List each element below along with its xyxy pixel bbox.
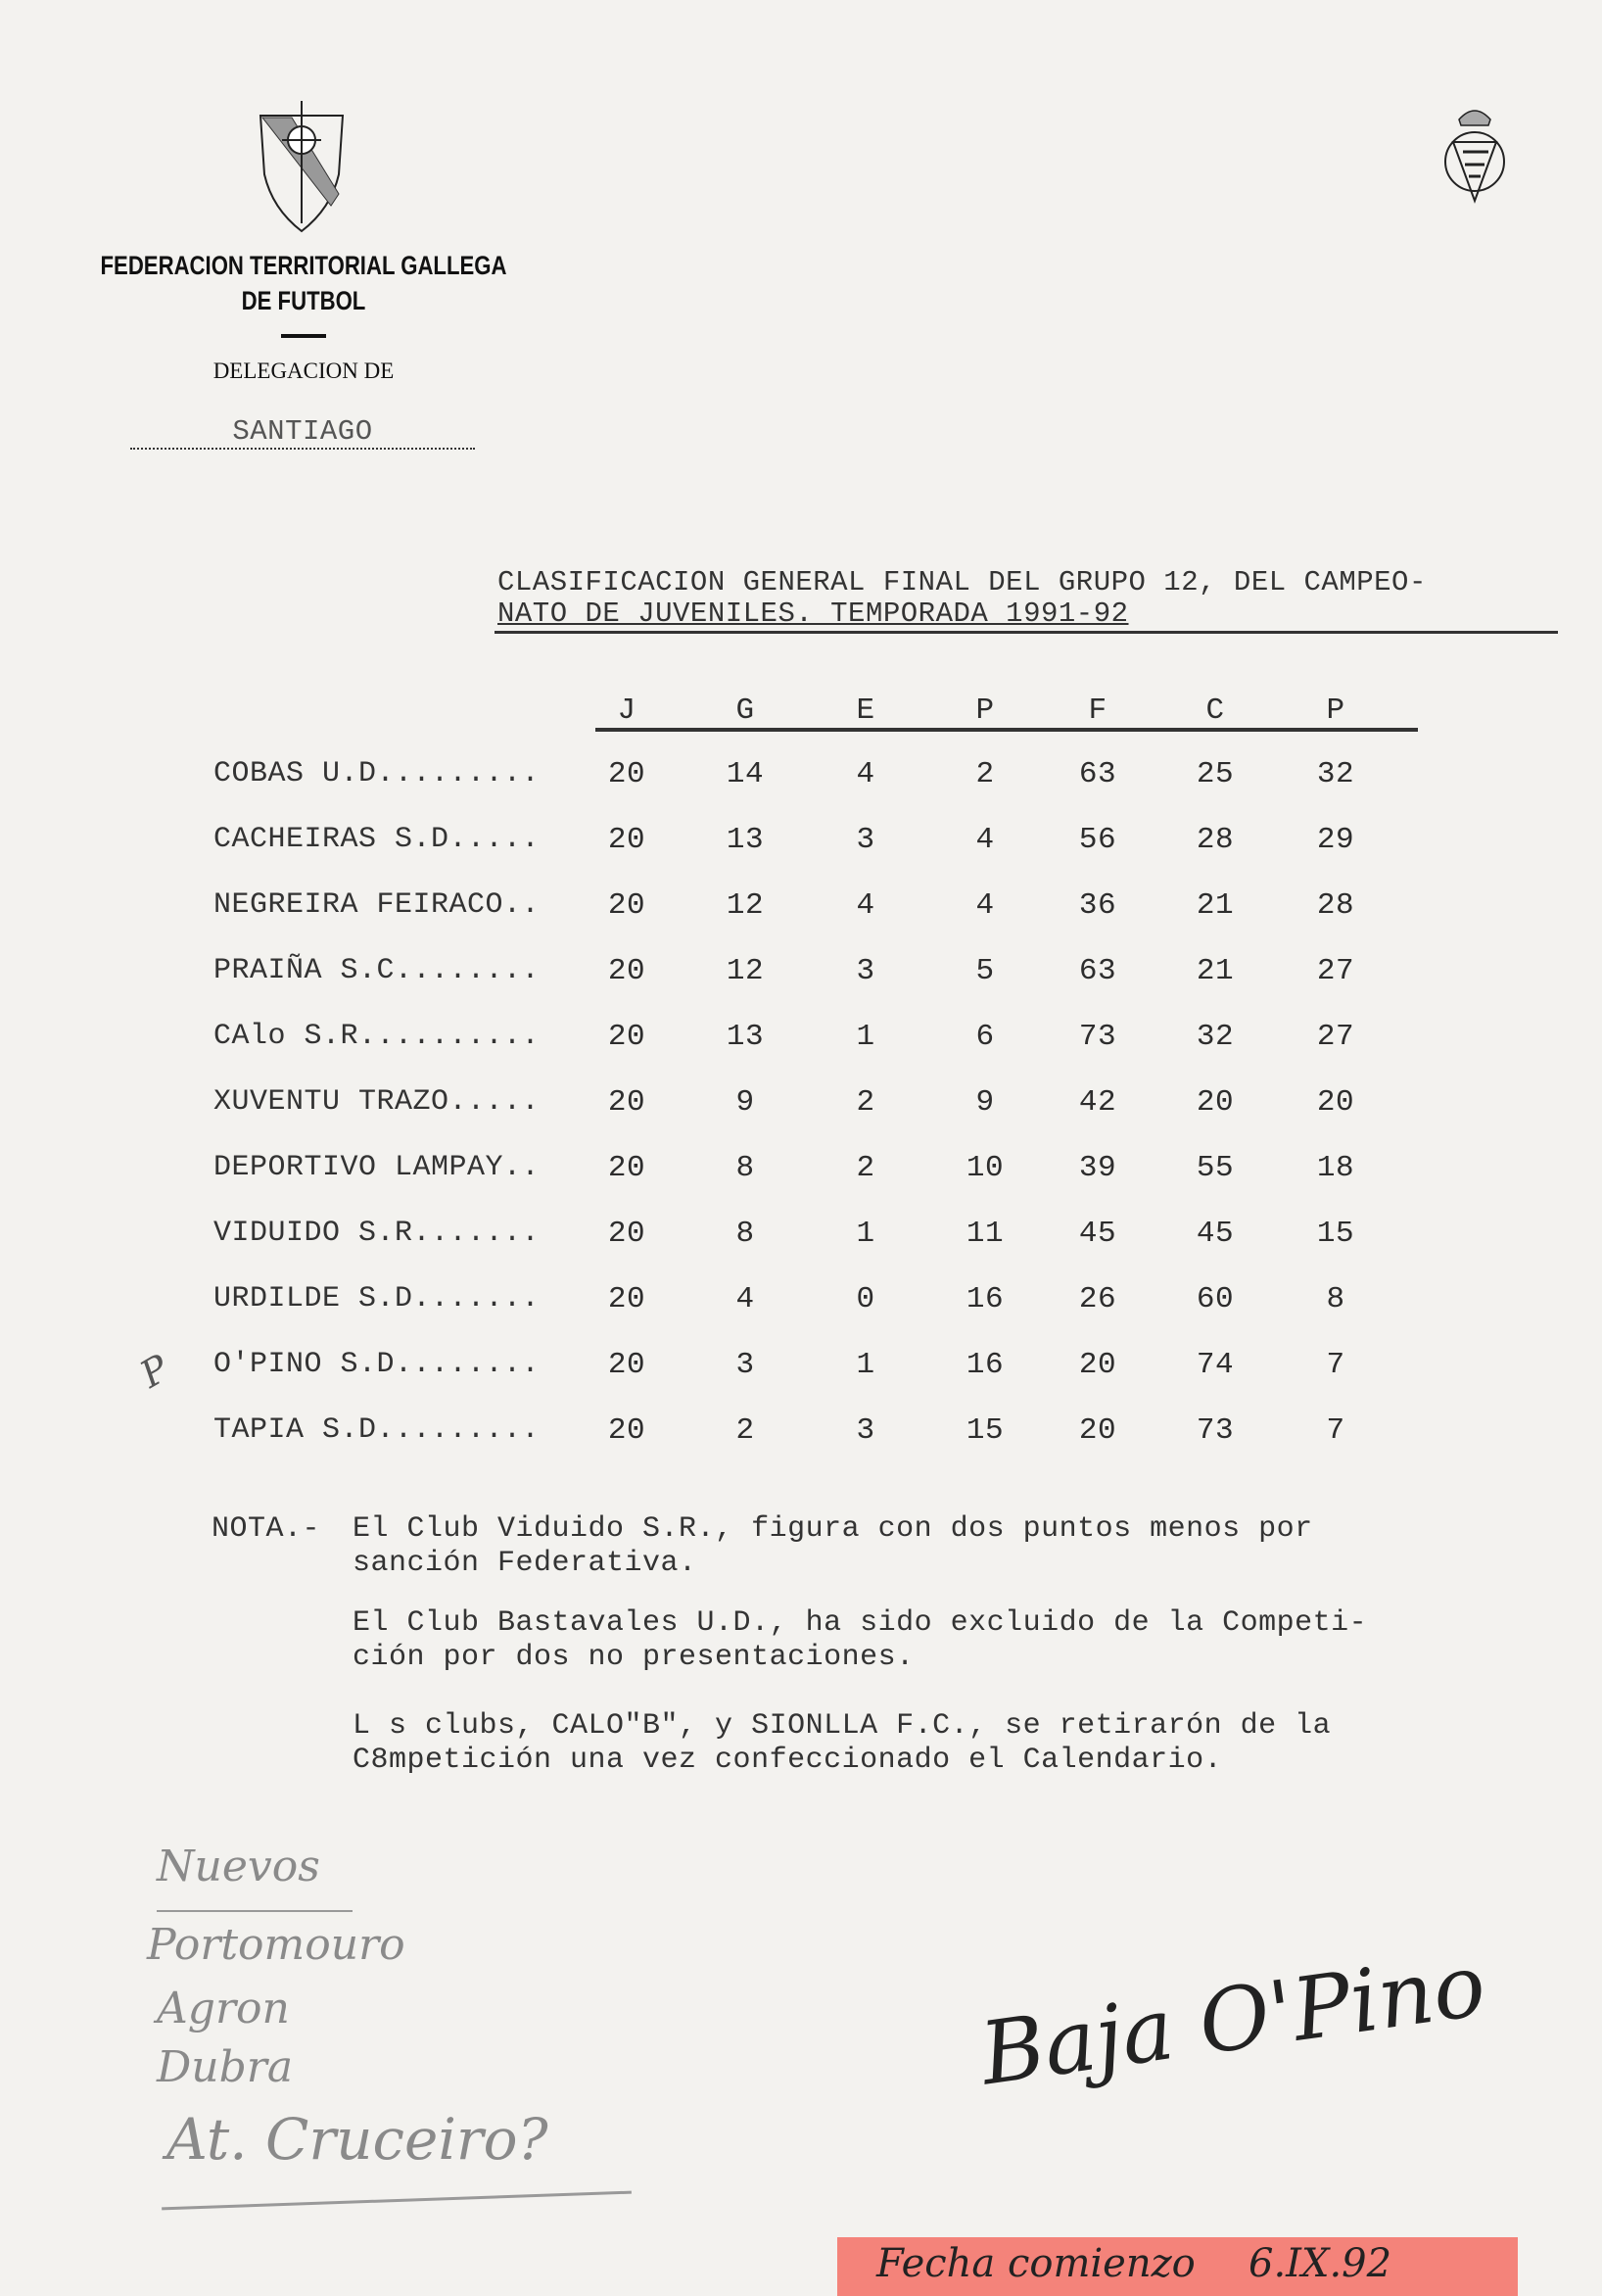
left-note-5: At. Cruceiro?: [166, 2106, 548, 2173]
cell-c: 55: [1196, 1151, 1235, 1185]
left-note-4: Dubra: [157, 2042, 294, 2092]
note-2-line1: El Club Bastavales U.D., ha sido excluido de la Competi-: [353, 1606, 1368, 1640]
cell-c: 28: [1196, 823, 1235, 857]
margin-mark: P: [132, 1346, 176, 1397]
table-row: [0, 1085, 1602, 1124]
team-name: DEPORTIVO LAMPAY..: [213, 1151, 541, 1184]
team-name: VIDUIDO S.R.......: [213, 1217, 541, 1250]
cell-g: 9: [735, 1085, 755, 1120]
team-name: COBAS U.D.........: [213, 757, 541, 790]
cell-f: 45: [1078, 1217, 1117, 1251]
cell-g: 13: [726, 1020, 765, 1054]
cell-e: 2: [856, 1085, 875, 1120]
cell-f: 63: [1078, 757, 1117, 791]
cell-j: 20: [607, 1085, 646, 1120]
cell-c: 60: [1196, 1282, 1235, 1316]
col-header-f: F: [1088, 694, 1107, 728]
cell-c: 74: [1196, 1348, 1235, 1382]
cell-e: 1: [856, 1348, 875, 1382]
team-name: TAPIA S.D.........: [213, 1413, 541, 1447]
cell-c: 21: [1196, 888, 1235, 923]
cell-g: 13: [726, 823, 765, 857]
table-row: [0, 1151, 1602, 1190]
team-name: CACHEIRAS S.D.....: [213, 823, 541, 856]
note-3-line1: L s clubs, CALO"B", y SIONLLA F.C., se retirarón de la: [353, 1709, 1332, 1743]
note-label: NOTA.-: [212, 1512, 321, 1546]
table-row: [0, 1282, 1602, 1321]
handwritten-signature-note: Baja O'Pino: [974, 1934, 1491, 2105]
left-note-underline-2: [162, 2191, 632, 2211]
cell-f: 42: [1078, 1085, 1117, 1120]
cell-j: 20: [607, 1020, 646, 1054]
table-row: [0, 1217, 1602, 1256]
cell-p: 16: [966, 1348, 1005, 1382]
cell-j: 20: [607, 1217, 646, 1251]
team-name: PRAIÑA S.C........: [213, 954, 541, 987]
cell-e: 4: [856, 757, 875, 791]
cell-c: 32: [1196, 1020, 1235, 1054]
cell-p: 4: [975, 823, 995, 857]
cell-f: 56: [1078, 823, 1117, 857]
cell-e: 4: [856, 888, 875, 923]
cell-p: 9: [975, 1085, 995, 1120]
cell-g: 12: [726, 888, 765, 923]
cell-j: 20: [607, 954, 646, 988]
cell-j: 20: [607, 888, 646, 923]
cell-p: 6: [975, 1020, 995, 1054]
cell-pts: 27: [1316, 1020, 1355, 1054]
cell-f: 39: [1078, 1151, 1117, 1185]
cell-f: 20: [1078, 1413, 1117, 1448]
federation-name-line2: DE FUTBOL: [241, 286, 366, 315]
cell-p: 5: [975, 954, 995, 988]
cell-p: 10: [966, 1151, 1005, 1185]
cell-f: 26: [1078, 1282, 1117, 1316]
cell-g: 2: [735, 1413, 755, 1448]
cell-g: 8: [735, 1151, 755, 1185]
cell-pts: 7: [1326, 1348, 1345, 1382]
table-row: [0, 1020, 1602, 1059]
cell-g: 8: [735, 1217, 755, 1251]
cell-p: 16: [966, 1282, 1005, 1316]
cell-p: 4: [975, 888, 995, 923]
cell-g: 3: [735, 1348, 755, 1382]
col-header-g: G: [735, 694, 755, 728]
cell-p: 2: [975, 757, 995, 791]
cell-c: 20: [1196, 1085, 1235, 1120]
table-row: [0, 1413, 1602, 1453]
delegation-city: SANTIAGO: [232, 415, 373, 448]
title-line2: NATO DE JUVENILES. TEMPORADA 1991-92: [497, 598, 1129, 630]
cell-e: 1: [856, 1217, 875, 1251]
cell-pts: 20: [1316, 1085, 1355, 1120]
cell-pts: 7: [1326, 1413, 1345, 1448]
table-row: [0, 1348, 1602, 1387]
cell-pts: 8: [1326, 1282, 1345, 1316]
cell-g: 4: [735, 1282, 755, 1316]
left-note-3: Agron: [157, 1984, 290, 2033]
sticker-label: Fecha comienzo: [876, 2241, 1196, 2286]
left-note-1: Nuevos: [157, 1842, 320, 1891]
cell-pts: 15: [1316, 1217, 1355, 1251]
cell-pts: 32: [1316, 757, 1355, 791]
cell-pts: 29: [1316, 823, 1355, 857]
cell-g: 14: [726, 757, 765, 791]
left-note-underline: [157, 1910, 353, 1912]
cell-pts: 18: [1316, 1151, 1355, 1185]
cell-j: 20: [607, 1282, 646, 1316]
delegation-label: DELEGACION DE: [212, 359, 395, 383]
cell-j: 20: [607, 823, 646, 857]
cell-e: 3: [856, 1413, 875, 1448]
cell-e: 0: [856, 1282, 875, 1316]
table-row: [0, 954, 1602, 993]
cell-g: 12: [726, 954, 765, 988]
cell-f: 63: [1078, 954, 1117, 988]
cell-e: 2: [856, 1151, 875, 1185]
federation-name: FEDERACION TERRITORIAL GALLEGA: [100, 251, 507, 280]
left-note-2: Portomouro: [147, 1920, 405, 1970]
table-row: [0, 823, 1602, 862]
table-row: [0, 757, 1602, 796]
cell-p: 11: [966, 1217, 1005, 1251]
sticker-date: 6.IX.92: [1249, 2241, 1392, 2286]
note-1-line2: sanción Federativa.: [353, 1547, 697, 1580]
cell-j: 20: [607, 1151, 646, 1185]
col-header-e: E: [856, 694, 875, 728]
team-name: XUVENTU TRAZO.....: [213, 1085, 541, 1119]
cell-j: 20: [607, 1348, 646, 1382]
cell-e: 3: [856, 954, 875, 988]
cell-pts: 27: [1316, 954, 1355, 988]
cell-j: 20: [607, 757, 646, 791]
col-header-pts: P: [1326, 694, 1345, 728]
cell-c: 73: [1196, 1413, 1235, 1448]
note-2-line2: ción por dos no presentaciones.: [353, 1641, 915, 1674]
table-header: [0, 694, 1602, 733]
cell-c: 45: [1196, 1217, 1235, 1251]
title-line1: CLASIFICACION GENERAL FINAL DEL GRUPO 12, DEL CAMPEO-: [497, 566, 1427, 598]
cell-j: 20: [607, 1413, 646, 1448]
cell-p: 15: [966, 1413, 1005, 1448]
cell-f: 20: [1078, 1348, 1117, 1382]
team-name: URDILDE S.D.......: [213, 1282, 541, 1315]
cell-f: 36: [1078, 888, 1117, 923]
team-name: CAlo S.R..........: [213, 1020, 541, 1053]
cell-c: 21: [1196, 954, 1235, 988]
team-name: O'PINO S.D........: [213, 1348, 541, 1381]
col-header-p: P: [975, 694, 995, 728]
cell-pts: 28: [1316, 888, 1355, 923]
header-underline: [595, 728, 1418, 732]
cell-e: 3: [856, 823, 875, 857]
cell-c: 25: [1196, 757, 1235, 791]
col-header-c: C: [1205, 694, 1225, 728]
note-3-line2: C8mpetición una vez confeccionado el Calendario.: [353, 1744, 1223, 1777]
date-sticker: [837, 2237, 1518, 2296]
team-name: NEGREIRA FEIRACO..: [213, 888, 541, 922]
table-row: [0, 888, 1602, 928]
cell-f: 73: [1078, 1020, 1117, 1054]
note-1-line1: El Club Viduido S.R., figura con dos puntos menos por: [353, 1512, 1313, 1546]
cell-e: 1: [856, 1020, 875, 1054]
col-header-j: J: [617, 694, 636, 728]
